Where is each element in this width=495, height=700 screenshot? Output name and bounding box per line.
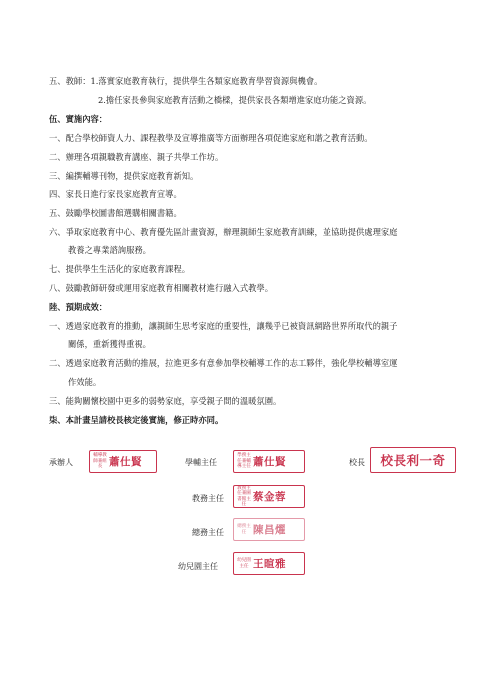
content-item-6-cont: 教養之專業諮詢服務。 <box>68 245 151 255</box>
stamp-academic-name: 蔡金蓉 <box>253 491 286 503</box>
content-item-2: 二、辦理各項親職教育講座、親子共學工作坊。 <box>49 152 224 162</box>
stamp-general-name: 陳昌燿 <box>253 524 286 536</box>
content-item-4: 四、家長日進行家長家庭教育宣導。 <box>49 189 182 199</box>
stamp-kindergarten-name: 王暄雅 <box>253 558 286 570</box>
label-academic-director: 教務主任 <box>192 494 224 503</box>
outcome-item-3: 三、能夠關懷校園中更多的弱勢家庭，享受親子間的溫暖氛圍。 <box>49 396 282 406</box>
teacher-item-1: 五、教師：1.落實家庭教育執行，提供學生各類家庭教育學習資源與機會。 <box>49 76 323 86</box>
stamp-handler-name: 蕭仕賢 <box>109 456 142 468</box>
content-item-1: 一、配合學校師資人力、課程教學及宣導推廣等方面辦理各項促進家庭和諧之教育活動。 <box>49 133 373 143</box>
stamp-academic-title: 教務主任兼圖書館主任 <box>237 485 251 507</box>
content-item-3: 三、編撰輔導刊物，提供家庭教育新知。 <box>49 171 199 181</box>
content-item-5: 五、鼓勵學校圖書館選購相關書籍。 <box>49 208 182 218</box>
label-counseling-director: 學輔主任 <box>185 458 217 467</box>
stamp-kindergarten-title: 幼兒園主任 <box>237 558 251 569</box>
outcome-item-2: 二、透過家庭教育活動的推展，拉進更多有意參加學校輔導工作的志工夥伴，強化學校輔導室運 <box>49 358 398 368</box>
stamp-general-director <box>233 518 305 541</box>
label-handler: 承辦人 <box>49 458 73 467</box>
label-kindergarten-director: 幼兒園主任 <box>178 562 218 571</box>
outcome-item-2-cont: 作效能。 <box>68 377 102 387</box>
outcome-item-1-cont: 關係，重新獲得重視。 <box>68 339 151 349</box>
outcome-item-1: 一、透過家庭教育的推動，讓親師生思考家庭的重要性，讓幾乎已被資訊網路世界所取代的親子 <box>49 321 398 331</box>
content-item-7: 七、提供學生生活化的家庭教育課程。 <box>49 264 191 274</box>
stamp-counseling-name: 蕭仕賢 <box>253 456 286 468</box>
stamp-counseling-director <box>233 450 305 473</box>
label-principal: 校長 <box>349 458 365 467</box>
section-heading-outcomes: 陸、預期成效： <box>49 302 108 312</box>
stamp-handler <box>89 450 157 473</box>
stamp-kindergarten-director <box>233 552 305 575</box>
section-heading-approval: 柒、本計畫呈請校長核定後實施，修正時亦同。 <box>49 415 224 425</box>
stamp-general-title: 總務主任 <box>237 524 251 535</box>
stamp-counseling-title: 學務主任兼輔導主任 <box>237 453 251 470</box>
content-item-8: 八、鼓勵教師研發或運用家庭教育相關教材進行融入式教學。 <box>49 283 274 293</box>
stamp-academic-director <box>233 485 305 508</box>
section-heading-content: 伍、實施內容： <box>49 114 108 124</box>
stamp-principal-name: 校長利一奇 <box>380 453 446 468</box>
teacher-item-2: 2.擔任家長參與家庭教育活動之橋樑，提供家長各類增進家庭功能之資源。 <box>98 95 372 105</box>
stamp-handler-title: 輔導教師兼組長 <box>93 453 107 470</box>
content-item-6: 六、爭取家庭教育中心、教育優先區計畫資源，辦理親師生家庭教育訓練，並協助提供處理家庭 <box>49 227 398 237</box>
stamp-principal <box>370 447 456 473</box>
label-general-director: 總務主任 <box>192 528 224 537</box>
